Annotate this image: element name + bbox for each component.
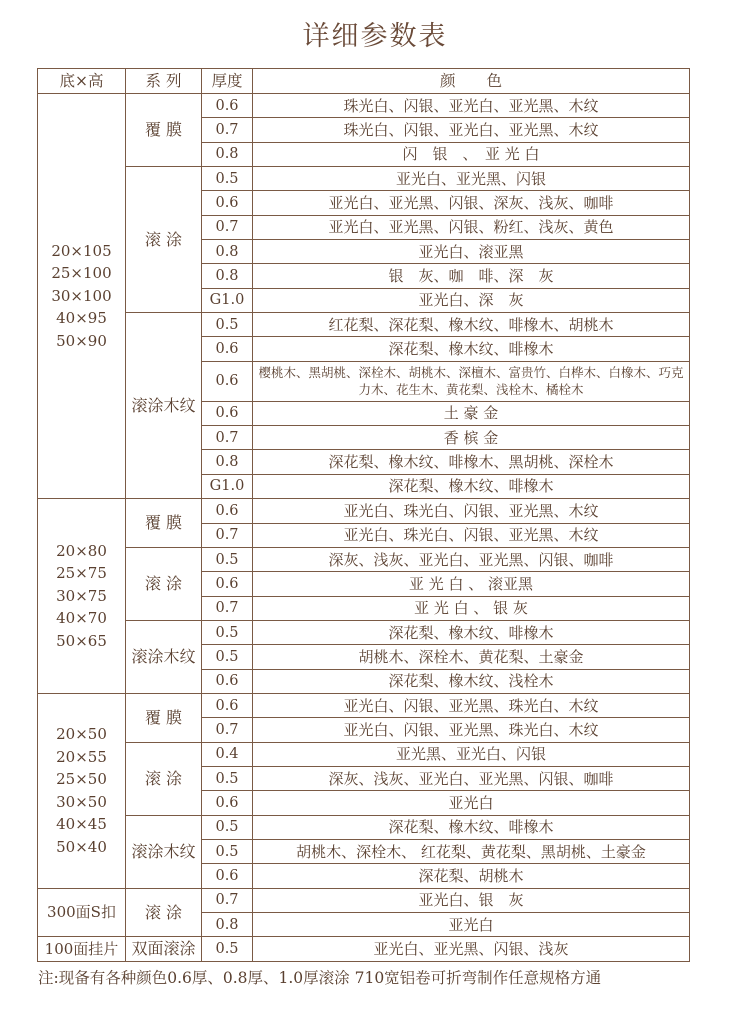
color-cell: 土 豪 金	[253, 401, 690, 425]
thickness-cell: 0.5	[202, 815, 253, 839]
color-cell: 深花梨、橡木纹、啡橡木	[253, 474, 690, 498]
thickness-cell: 0.5	[202, 645, 253, 669]
thickness-cell: 0.7	[202, 215, 253, 239]
color-cell: 亚光白、亚光黑、闪银	[253, 167, 690, 191]
size-value: 25×100	[51, 264, 112, 283]
table-row	[38, 94, 690, 118]
size-cell	[38, 693, 126, 888]
thickness-cell: 0.8	[202, 450, 253, 474]
table-row	[38, 888, 690, 912]
thickness-cell: 0.5	[202, 620, 253, 644]
color-cell: 香 槟 金	[253, 426, 690, 450]
series-cell: 滚 涂	[126, 742, 202, 815]
thickness-cell: 0.6	[202, 572, 253, 596]
thickness-cell: G1.0	[202, 474, 253, 498]
thickness-cell: 0.6	[202, 361, 253, 401]
size-value: 50×65	[56, 631, 107, 650]
size-cell	[38, 499, 126, 694]
size-value: 20×80	[56, 541, 107, 560]
color-cell: 亚光白、亚光黑、闪银、粉红、浅灰、黄色	[253, 215, 690, 239]
table-row	[38, 547, 690, 571]
size-value: 50×90	[56, 331, 107, 350]
thickness-cell: 0.8	[202, 913, 253, 937]
color-cell: 深灰、浅灰、亚光白、亚光黑、闪银、咖啡	[253, 547, 690, 571]
thickness-cell: 0.5	[202, 839, 253, 863]
color-cell: 亚光白、银 灰	[253, 888, 690, 912]
header-thickness: 厚度	[202, 69, 253, 94]
thickness-cell: 0.6	[202, 337, 253, 361]
thickness-cell: 0.7	[202, 523, 253, 547]
color-cell: 闪 银 、 亚 光 白	[253, 142, 690, 166]
color-cell: 珠光白、闪银、亚光白、亚光黑、木纹	[253, 118, 690, 142]
thickness-cell: 0.7	[202, 718, 253, 742]
size-value: 25×50	[56, 770, 107, 789]
color-cell: 亚光白、珠光白、闪银、亚光黑、木纹	[253, 523, 690, 547]
color-cell: 深灰、浅灰、亚光白、亚光黑、闪银、咖啡	[253, 766, 690, 790]
header-color: 颜 色	[253, 69, 690, 94]
size-value: 20×105	[51, 241, 112, 260]
series-cell: 滚 涂	[126, 547, 202, 620]
color-cell: 亚光白	[253, 791, 690, 815]
thickness-cell: 0.6	[202, 791, 253, 815]
series-cell: 覆 膜	[126, 94, 202, 167]
header-size: 底×高	[38, 69, 126, 94]
thickness-cell: 0.7	[202, 888, 253, 912]
color-cell: 亚光白、亚光黑、闪银、浅灰	[253, 937, 690, 961]
table-row	[38, 313, 690, 337]
size-value: 40×70	[56, 609, 107, 628]
thickness-cell: 0.5	[202, 766, 253, 790]
series-cell: 滚 涂	[126, 888, 202, 937]
thickness-cell: 0.4	[202, 742, 253, 766]
thickness-cell: 0.6	[202, 864, 253, 888]
thickness-cell: 0.5	[202, 313, 253, 337]
color-cell: 亚光白、滚亚黑	[253, 240, 690, 264]
header-series: 系 列	[126, 69, 202, 94]
series-cell: 滚涂木纹	[126, 620, 202, 693]
table-header-row	[38, 69, 690, 94]
size-value: 20×50	[56, 725, 107, 744]
size-cell	[38, 94, 126, 499]
color-cell: 深花梨、橡木纹、啡橡木	[253, 815, 690, 839]
series-cell: 双面滚涂	[126, 937, 202, 961]
table-row	[38, 937, 690, 961]
color-cell: 胡桃木、深栓木、黄花梨、土豪金	[253, 645, 690, 669]
thickness-cell: 0.6	[202, 693, 253, 717]
size-value: 300面S扣	[47, 903, 116, 922]
color-cell: 深花梨、橡木纹、啡橡木	[253, 337, 690, 361]
color-cell: 亚 光 白 、 滚亚黑	[253, 572, 690, 596]
thickness-cell: 0.8	[202, 142, 253, 166]
color-cell: 银 灰、咖 啡、深 灰	[253, 264, 690, 288]
thickness-cell: 0.5	[202, 547, 253, 571]
color-cell: 亚光白、亚光黑、闪银、深灰、浅灰、咖啡	[253, 191, 690, 215]
thickness-cell: 0.6	[202, 499, 253, 523]
thickness-cell: 0.6	[202, 94, 253, 118]
size-value: 100面挂片	[44, 939, 119, 958]
series-cell: 滚涂木纹	[126, 815, 202, 888]
thickness-cell: 0.7	[202, 118, 253, 142]
thickness-cell: 0.7	[202, 426, 253, 450]
size-value: 25×75	[56, 564, 107, 583]
series-cell: 覆 膜	[126, 499, 202, 548]
table-body	[38, 94, 690, 962]
parameter-table	[37, 68, 690, 962]
color-cell: 珠光白、闪银、亚光白、亚光黑、木纹	[253, 94, 690, 118]
size-value: 20×55	[56, 747, 107, 766]
size-value: 30×75	[56, 586, 107, 605]
thickness-cell: 0.8	[202, 240, 253, 264]
series-cell: 滚 涂	[126, 167, 202, 313]
series-cell: 滚涂木纹	[126, 313, 202, 499]
color-cell: 亚 光 白 、 银 灰	[253, 596, 690, 620]
size-cell	[38, 888, 126, 937]
thickness-cell: 0.6	[202, 191, 253, 215]
color-cell: 亚光白、闪银、亚光黑、珠光白、木纹	[253, 693, 690, 717]
color-cell: 亚光白、闪银、亚光黑、珠光白、木纹	[253, 718, 690, 742]
table-row	[38, 693, 690, 717]
thickness-cell: 0.5	[202, 937, 253, 961]
color-cell: 亚光白、珠光白、闪银、亚光黑、木纹	[253, 499, 690, 523]
color-cell: 深花梨、橡木纹、浅栓木	[253, 669, 690, 693]
page-title: 详细参数表	[302, 21, 448, 52]
color-cell: 红花梨、深花梨、橡木纹、啡橡木、胡桃木	[253, 313, 690, 337]
color-cell: 亚光白、深 灰	[253, 288, 690, 312]
color-cell: 樱桃木、黑胡桃、深栓木、胡桃木、深檀木、富贵竹、白桦木、白橡木、巧克力木、花生木、黄花梨、浅栓木、橘栓木	[253, 361, 690, 401]
thickness-cell: 0.5	[202, 167, 253, 191]
thickness-cell: 0.8	[202, 264, 253, 288]
thickness-cell: 0.6	[202, 669, 253, 693]
table-row	[38, 742, 690, 766]
series-cell: 覆 膜	[126, 693, 202, 742]
table-row	[38, 499, 690, 523]
color-cell: 亚光黑、亚光白、闪银	[253, 742, 690, 766]
size-cell	[38, 937, 126, 961]
size-value: 50×40	[56, 837, 107, 856]
thickness-cell: 0.7	[202, 596, 253, 620]
size-value: 40×95	[56, 309, 107, 328]
color-cell: 深花梨、橡木纹、啡橡木、黑胡桃、深栓木	[253, 450, 690, 474]
footnote: 注:现备有各种颜色0.6厚、0.8厚、1.0厚滚涂 710宽铝卷可折弯制作任意规格方通	[38, 969, 602, 987]
size-value: 40×45	[56, 815, 107, 834]
thickness-cell: 0.6	[202, 401, 253, 425]
size-value: 30×50	[56, 792, 107, 811]
color-cell: 亚光白	[253, 913, 690, 937]
table-row	[38, 620, 690, 644]
color-cell: 深花梨、胡桃木	[253, 864, 690, 888]
table-row	[38, 167, 690, 191]
color-cell: 胡桃木、深栓木、 红花梨、黄花梨、黑胡桃、土豪金	[253, 839, 690, 863]
thickness-cell: G1.0	[202, 288, 253, 312]
table-row	[38, 815, 690, 839]
size-value: 30×100	[51, 286, 112, 305]
color-cell: 深花梨、橡木纹、啡橡木	[253, 620, 690, 644]
